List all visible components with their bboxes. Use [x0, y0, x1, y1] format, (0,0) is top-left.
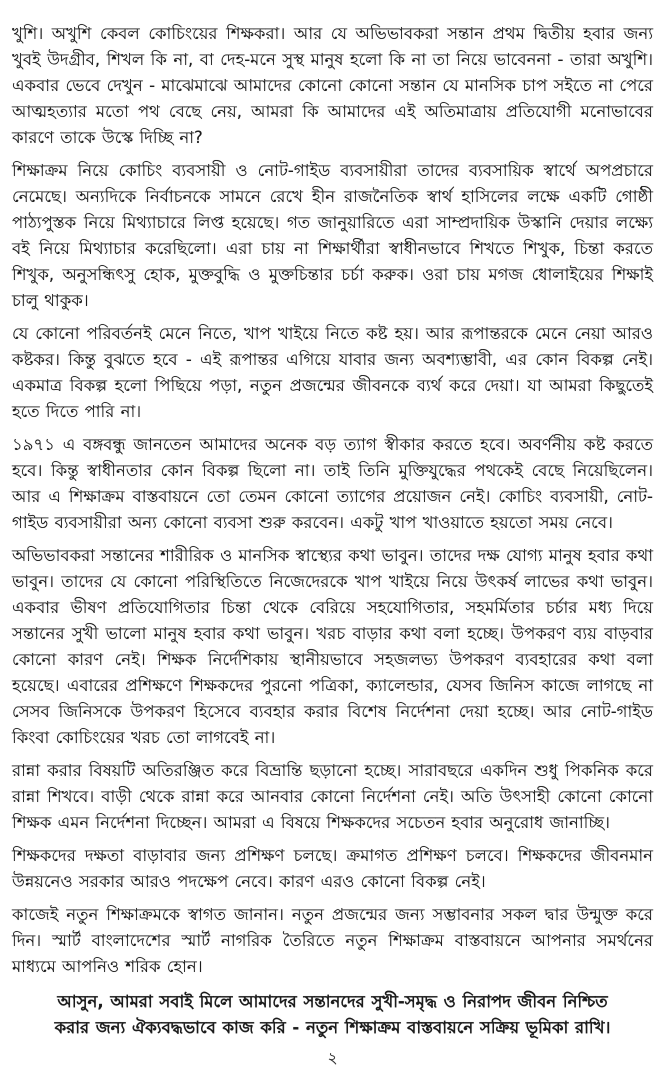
closing-call-to-action: আসুন, আমরা সবাই মিলে আমাদের সন্তানদের সুখী-সমৃদ্ধ ও নিরাপদ জীবন নিশ্চিত করার জন্য ঐক্যবদ্ধভাবে কাজ করি - নতুন শিক্ষাক্রম বাস্তবায়নে সক্রিয় ভূমিকা রাখি।	[54, 992, 611, 1037]
page-number: ২	[327, 1049, 338, 1067]
paragraph-guardians-health: অভিভাবকরা সন্তানের শারীরিক ও মানসিক স্বাস্থ্যের কথা ভাবুন। তাদের দক্ষ যোগ্য মানুষ হবার কথা ভাবুন। তাদের যে কোনো পরিস্থিতিতে নিজেদেরকে খাপ খাইয়ে নিয়ে উৎকর্ষ লাভের কথা ভাবুন। একবার ভীষণ প্রতিযোগিতার চিন্তা থেকে বেরিয়ে সহযোগিতার, সহমর্মিতার চর্চার মধ্য দিয়ে সন্তানের সুখী ভালো মানুষ হবার কথা ভাবুন। খরচ বাড়ার কথা বলা হচ্ছে। উপকরণ ব্যয় বাড়বার কোনো কারণ নেই। শিক্ষক নির্দেশিকায় স্থানীয়ভাবে সহজলভ্য উপকরণ ব্যবহারের কথা বলা হয়েছে। এবারের প্রশিক্ষণে শিক্ষকদের পুরনো পত্রিকা, ক্যালেন্ডার, যেসব জিনিস কাজে লাগছে না সেসব জিনিসকে উপকরণ হিসেবে ব্যবহার করার বিশেষ নির্দেশনা দেয়া হচ্ছে। আর নোট-গাইড কিংবা কোচিংয়ের খরচ তো লাগবেই না।	[12, 546, 653, 747]
paragraph-welcome-curriculum: কাজেই নতুন শিক্ষাক্রমকে স্বাগত জানান। নতুন প্রজন্মের জন্য সম্ভাবনার সকল দ্বার উন্মুক্ত করে দিন। স্মার্ট বাংলাদেশের স্মার্ট নাগরিক তৈরিতে নতুন শিক্ষাক্রম বাস্তবায়নে আপনার সমর্থনের মাধ্যমে আপনিও শরিক হোন।	[12, 905, 653, 976]
paragraph-change-adaptation: যে কোনো পরিবর্তনই মেনে নিতে, খাপ খাইয়ে নিতে কষ্ট হয়। আর রূপান্তরকে মেনে নেয়া আরও কষ্টকর। কিন্তু বুঝতে হবে - এই রূপান্তর এগিয়ে যাবার জন্য অবশ্যম্ভাবী, এর কোন বিকল্প নেই। একমাত্র বিকল্প হলো পিছিয়ে পড়া, নতুন প্রজন্মের জীবনকে ব্যর্থ করে দেয়া। যা আমরা কিছুতেই হতে দিতে পারি না।	[12, 324, 653, 421]
paragraph-teacher-training: শিক্ষকদের দক্ষতা বাড়াবার জন্য প্রশিক্ষণ চলছে। ক্রমাগত প্রশিক্ষণ চলবে। শিক্ষকদের জীবনমান উন্নয়নেও সরকার আরও পদক্ষেপ নেবে। কারণ এরও কোনো বিকল্প নেই।	[12, 846, 653, 891]
paragraph-curriculum-propaganda: শিক্ষাক্রম নিয়ে কোচিং ব্যবসায়ী ও নোট-গাইড ব্যবসায়ীরা তাদের ব্যবসায়িক স্বার্থে অপপ্রচারে নেমেছে। অন্যদিকে নির্বাচনকে সামনে রেখে হীন রাজনৈতিক স্বার্থ হাসিলের লক্ষে একটি গোষ্ঠী পাঠ্যপুস্তক নিয়ে মিথ্যাচারে লিপ্ত হয়েছে। গত জানুয়ারিতে এরা সাম্প্রদায়িক উস্কানি দেয়ার লক্ষ্যে বই নিয়ে মিথ্যাচার করেছিলো। এরা চায় না শিক্ষার্থীরা স্বাধীনভাবে শিখতে শিখুক, চিন্তা করতে শিখুক, অনুসন্ধিৎসু হোক, মুক্তবুদ্ধি ও মুক্তচিন্তার চর্চা করুক। ওরা চায় মগজ ধোলাইয়ের শিক্ষাই চালু থাকুক।	[12, 161, 653, 310]
paragraph-happiness-coaching: খুশি। অখুশি কেবল কোচিংয়ের শিক্ষকরা। আর যে অভিভাবকরা সন্তান প্রথম দ্বিতীয় হবার জন্য খুবই উদগ্রীব, শিখল কি না, বা দেহ-মনে সুস্থ মানুষ হলো কি না তা নিয়ে ভাবেননা - তারা অখুশি। একবার ভেবে দেখুন - মাঝেমাঝে আমাদের কোনো কোনো সন্তান যে মানসিক চাপ সইতে না পেরে আত্মহত্যার মতো পথ বেছে নেয়, আমরা কি আমাদের এই অতিমাত্রায় প্রতিযোগী মনোভাবের কারণে তাকে উস্কে দিচ্ছি না?	[12, 24, 653, 147]
paragraph-1971-bangabandhu: ১৯৭১ এ বঙ্গবন্ধু জানতেন আমাদের অনেক বড় ত্যাগ স্বীকার করতে হবে। অবর্ণনীয় কষ্ট করতে হবে। কিন্তু স্বাধীনতার কোন বিকল্প ছিলো না। তাই তিনি মুক্তিযুদ্ধের পথকেই বেছে নিয়েছিলেন। আর এ শিক্ষাক্রম বাস্তবায়নে তো তেমন কোনো ত্যাগের প্রয়োজন নেই। কোচিং ব্যবসায়ী, নোট-গাইড ব্যবসায়ীরা অন্য কোনো ব্যবসা শুরু করবেন। একটু খাপ খাওয়াতে হয়তো সময় নেবে।	[12, 435, 653, 532]
paragraph-cooking-misinformation: রান্না করার বিষয়টি অতিরঞ্জিত করে বিভ্রান্তি ছড়ানো হচ্ছে। সারাবছরে একদিন শুধু পিকনিক করে রান্না শিখবে। বাড়ী থেকে রান্না করে আনবার কোনো নির্দেশনা নেই। অতি উৎসাহী কোনো কোনো শিক্ষক এমন নির্দেশনা দিচ্ছেন। আমরা এ বিষয়ে শিক্ষকদের সচেতন হবার অনুরোধ জানাচ্ছি।	[12, 761, 653, 832]
